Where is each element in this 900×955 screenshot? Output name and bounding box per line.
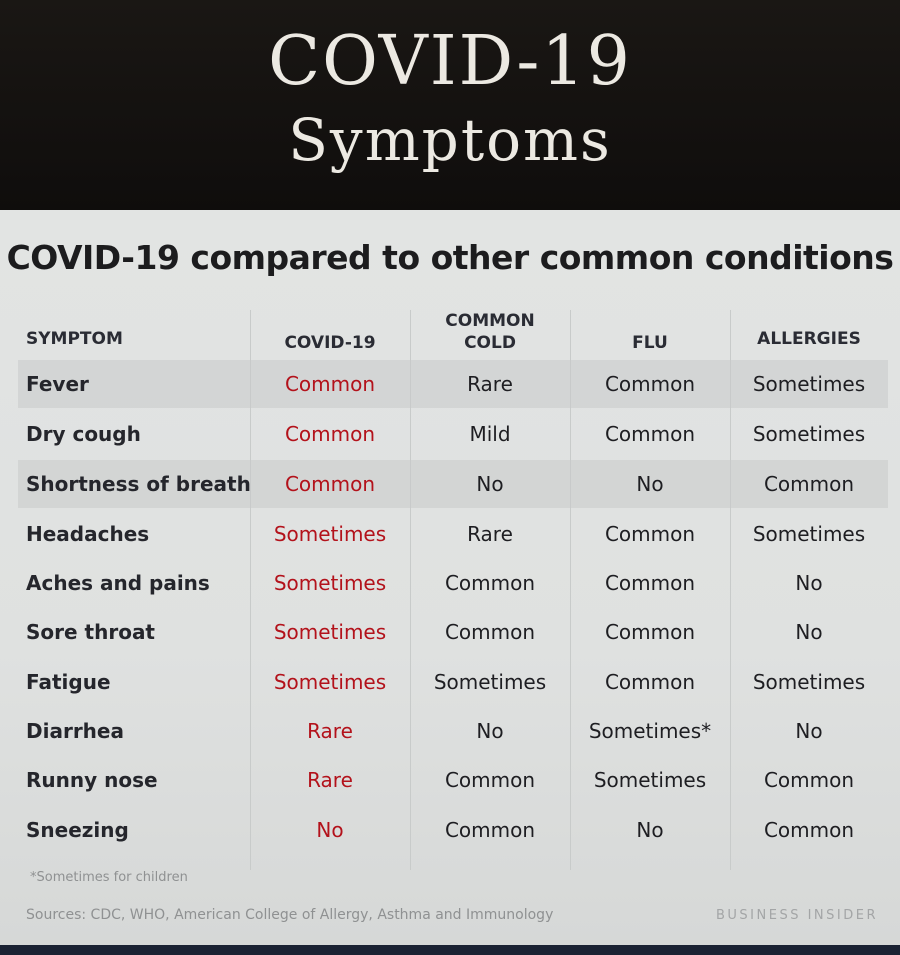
symptom-label: Fever (26, 372, 89, 396)
covid-value: Common (284, 472, 376, 496)
column-header-cold-line2: COLD (464, 333, 516, 353)
covid-value: Rare (307, 768, 353, 792)
allergies-value: Common (763, 768, 855, 792)
covid-value: Common (284, 372, 376, 396)
allergies-value: Common (763, 472, 855, 496)
flu-value: Common (604, 620, 696, 644)
panel-title: COVID-19 compared to other common conditions (6, 238, 894, 277)
column-header-common-cold (410, 310, 570, 354)
covid-value: Sometimes (273, 522, 387, 546)
allergies-value: Sometimes (752, 372, 866, 396)
flu-value: Common (604, 670, 696, 694)
header-title-line2: Symptoms (288, 106, 612, 174)
cold-value: No (476, 472, 504, 496)
symptom-label: Aches and pains (26, 571, 210, 595)
allergies-value: No (795, 620, 823, 644)
flu-value: No (636, 818, 664, 842)
covid-value: No (316, 818, 344, 842)
covid-value: Sometimes (273, 620, 387, 644)
publisher-logo: BUSINESS INSIDER (716, 908, 878, 923)
flu-value: Common (604, 522, 696, 546)
allergies-value: No (795, 571, 823, 595)
cold-value: Mild (469, 422, 511, 446)
table-row (18, 460, 888, 508)
header-title-line1: COVID-19 (268, 22, 632, 101)
allergies-value: Sometimes (752, 670, 866, 694)
header-banner (0, 0, 900, 210)
symptom-label: Diarrhea (26, 719, 124, 743)
cold-value: Common (444, 571, 536, 595)
column-header-covid: COVID-19 (284, 333, 376, 353)
cold-value: Rare (467, 522, 513, 546)
table-row (18, 559, 888, 607)
flu-value: Sometimes* (588, 719, 712, 743)
table-row (18, 756, 888, 804)
cold-value: Common (444, 620, 536, 644)
cold-value: Common (444, 768, 536, 792)
symptom-label: Sneezing (26, 818, 129, 842)
table-row (18, 360, 888, 408)
symptom-label: Runny nose (26, 768, 158, 792)
flu-value: Sometimes (593, 768, 707, 792)
table-row (18, 658, 888, 706)
footnote: *Sometimes for children (30, 870, 188, 885)
flu-value: No (636, 472, 664, 496)
bottom-border (0, 945, 900, 955)
symptom-label: Headaches (26, 522, 150, 546)
flu-value: Common (604, 571, 696, 595)
sources-credit: Sources: CDC, WHO, American College of Allergy, Asthma and Immunology (26, 907, 554, 923)
allergies-value: Sometimes (752, 422, 866, 446)
allergies-value: No (795, 719, 823, 743)
cold-value: No (476, 719, 504, 743)
covid-value: Sometimes (273, 571, 387, 595)
symptom-label: Shortness of breath (26, 472, 251, 496)
flu-value: Common (604, 422, 696, 446)
symptom-label: Sore throat (26, 620, 155, 644)
allergies-value: Sometimes (752, 522, 866, 546)
cold-value: Rare (467, 372, 513, 396)
table-row (18, 707, 888, 755)
table-row (18, 806, 888, 854)
table-row (18, 608, 888, 656)
column-header-symptom: SYMPTOM (26, 329, 123, 349)
symptom-label: Dry cough (26, 422, 141, 446)
cold-value: Common (444, 818, 536, 842)
allergies-value: Common (763, 818, 855, 842)
covid-value: Common (284, 422, 376, 446)
column-header-cold-line1: COMMON (445, 311, 535, 331)
table-row (18, 410, 888, 458)
covid-value: Rare (307, 719, 353, 743)
cold-value: Sometimes (433, 670, 547, 694)
table-row (18, 510, 888, 558)
flu-value: Common (604, 372, 696, 396)
comparison-panel (0, 210, 900, 945)
covid-value: Sometimes (273, 670, 387, 694)
symptom-label: Fatigue (26, 670, 111, 694)
column-header-flu: FLU (632, 333, 668, 353)
column-header-allergies: ALLERGIES (757, 329, 861, 349)
